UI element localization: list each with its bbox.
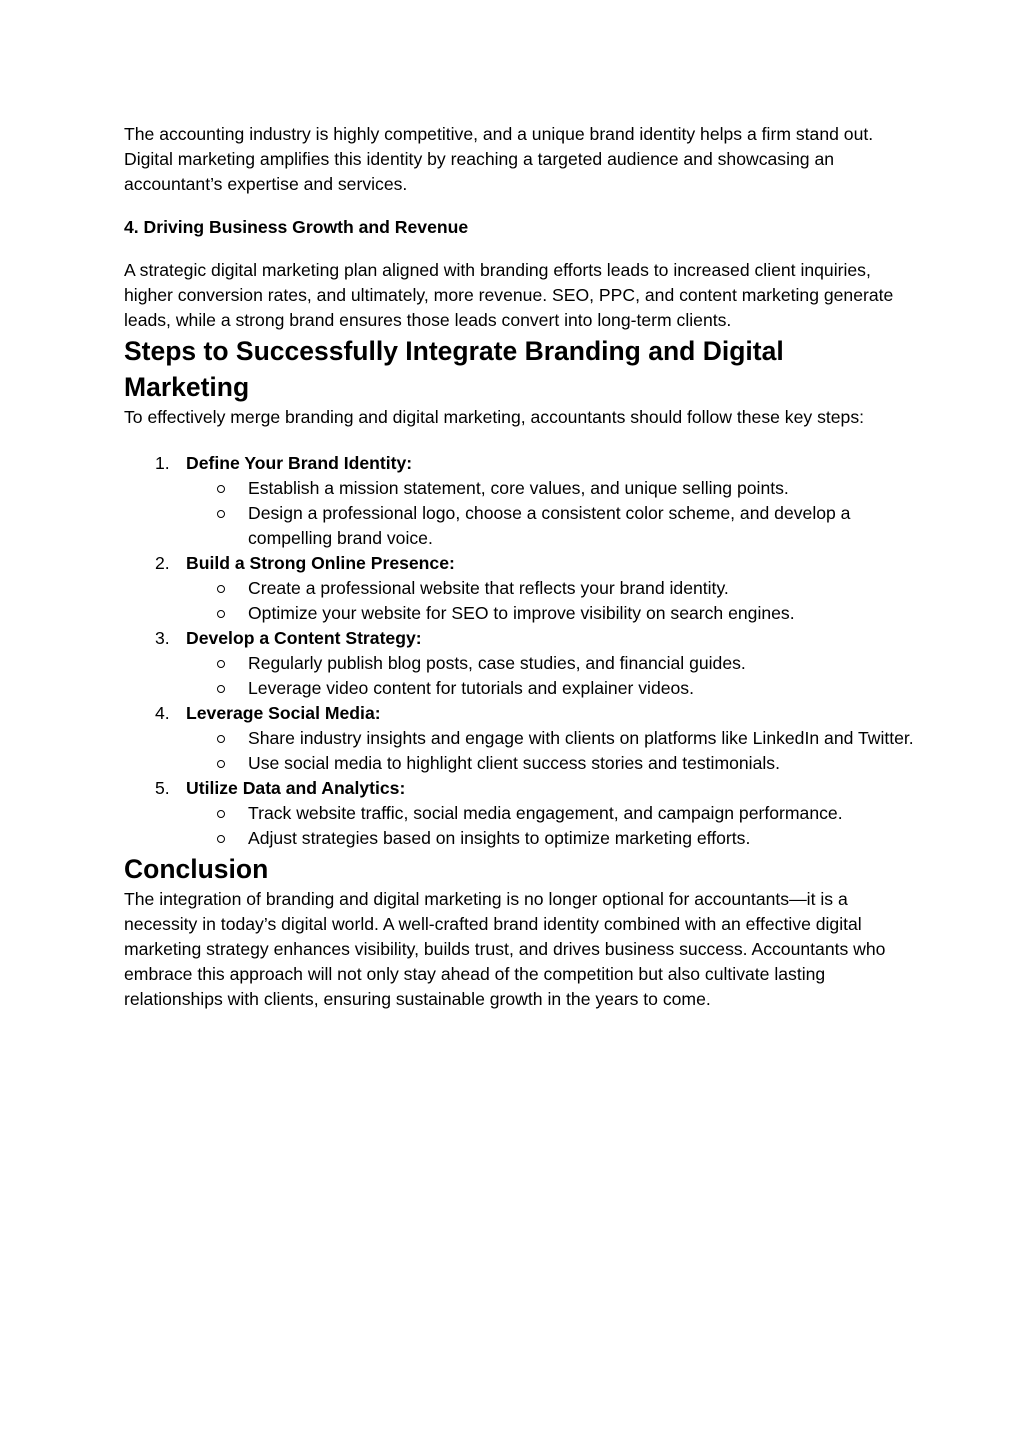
hollow-circle-bullet-icon — [217, 685, 225, 693]
hollow-circle-bullet-icon — [217, 510, 225, 518]
hollow-circle-bullet-icon — [217, 585, 225, 593]
step-title: Develop a Content Strategy: — [186, 628, 422, 648]
bullet-item — [186, 476, 914, 501]
bullet-text: Design a professional logo, choose a consistent color scheme, and develop a compelling brand voice. — [248, 503, 851, 548]
step-item — [124, 701, 914, 776]
step-bullets — [186, 651, 914, 701]
step-bullets — [186, 476, 914, 551]
bullet-item — [186, 826, 914, 851]
step-title: Define Your Brand Identity: — [186, 453, 413, 473]
bullet-item — [186, 801, 914, 826]
step-title: Build a Strong Online Presence: — [186, 553, 455, 573]
bullet-text: Track website traffic, social media engagement, and campaign performance. — [248, 803, 843, 823]
steps-section-heading: Steps to Successfully Integrate Branding and Digital Marketing — [124, 336, 784, 402]
bullet-text: Share industry insights and engage with clients on platforms like LinkedIn and Twitter. — [248, 728, 914, 748]
hollow-circle-bullet-icon — [217, 660, 225, 668]
hollow-circle-bullet-icon — [217, 610, 225, 618]
bullet-item — [186, 501, 914, 551]
subsection-paragraph: A strategic digital marketing plan aligned with branding efforts leads to increased client inquiries, higher conversion rates, and ultimately, more revenue. SEO, PPC, and content marketing generate leads, while a strong brand ensures those leads convert into long-term clients. — [124, 260, 894, 330]
bullet-text: Establish a mission statement, core values, and unique selling points. — [248, 478, 789, 498]
step-number: 5. — [155, 778, 170, 798]
bullet-text: Adjust strategies based on insights to optimize marketing efforts. — [248, 828, 751, 848]
step-title: Utilize Data and Analytics: — [186, 778, 406, 798]
step-number: 4. — [155, 703, 170, 723]
step-item — [124, 451, 914, 551]
step-number: 3. — [155, 628, 170, 648]
bullet-item — [186, 676, 914, 701]
conclusion-heading: Conclusion — [124, 854, 269, 884]
bullet-text: Regularly publish blog posts, case studies, and financial guides. — [248, 653, 746, 673]
steps-intro-paragraph: To effectively merge branding and digital marketing, accountants should follow these key steps: — [124, 407, 865, 427]
step-item — [124, 551, 914, 626]
step-bullets — [186, 576, 914, 626]
bullet-text: Optimize your website for SEO to improve visibility on search engines. — [248, 603, 795, 623]
bullet-item — [186, 751, 914, 776]
step-title: Leverage Social Media: — [186, 703, 381, 723]
bullet-item — [186, 601, 914, 626]
hollow-circle-bullet-icon — [217, 810, 225, 818]
bullet-text: Leverage video content for tutorials and explainer videos. — [248, 678, 694, 698]
bullet-text: Create a professional website that reflects your brand identity. — [248, 578, 729, 598]
bullet-item — [186, 576, 914, 601]
subsection-heading: 4. Driving Business Growth and Revenue — [124, 217, 469, 237]
step-bullets — [186, 726, 914, 776]
step-number: 1. — [155, 453, 170, 473]
step-item — [124, 776, 914, 851]
step-number: 2. — [155, 553, 170, 573]
bullet-item — [186, 726, 914, 751]
intro-paragraph: The accounting industry is highly competitive, and a unique brand identity helps a firm stand out. Digital marketing amplifies this identity by reaching a targeted audience and showcasing an accountant’s expertise and services. — [124, 124, 874, 194]
hollow-circle-bullet-icon — [217, 835, 225, 843]
step-bullets — [186, 801, 914, 851]
bullet-text: Use social media to highlight client success stories and testimonials. — [248, 753, 780, 773]
conclusion-paragraph: The integration of branding and digital marketing is no longer optional for accountants—it is a necessity in today’s digital world. A well-crafted brand identity combined with an effective digital marketing strategy enhances visibility, builds trust, and drives business success. Accountants who embrace this approach will not only stay ahead of the competition but also cultivate lasting relationships with clients, ensuring sustainable growth in the years to come. — [124, 889, 886, 1009]
bullet-item — [186, 651, 914, 676]
hollow-circle-bullet-icon — [217, 735, 225, 743]
step-item — [124, 626, 914, 701]
hollow-circle-bullet-icon — [217, 760, 225, 768]
document-body — [124, 122, 914, 1012]
hollow-circle-bullet-icon — [217, 485, 225, 493]
steps-list — [124, 451, 914, 851]
